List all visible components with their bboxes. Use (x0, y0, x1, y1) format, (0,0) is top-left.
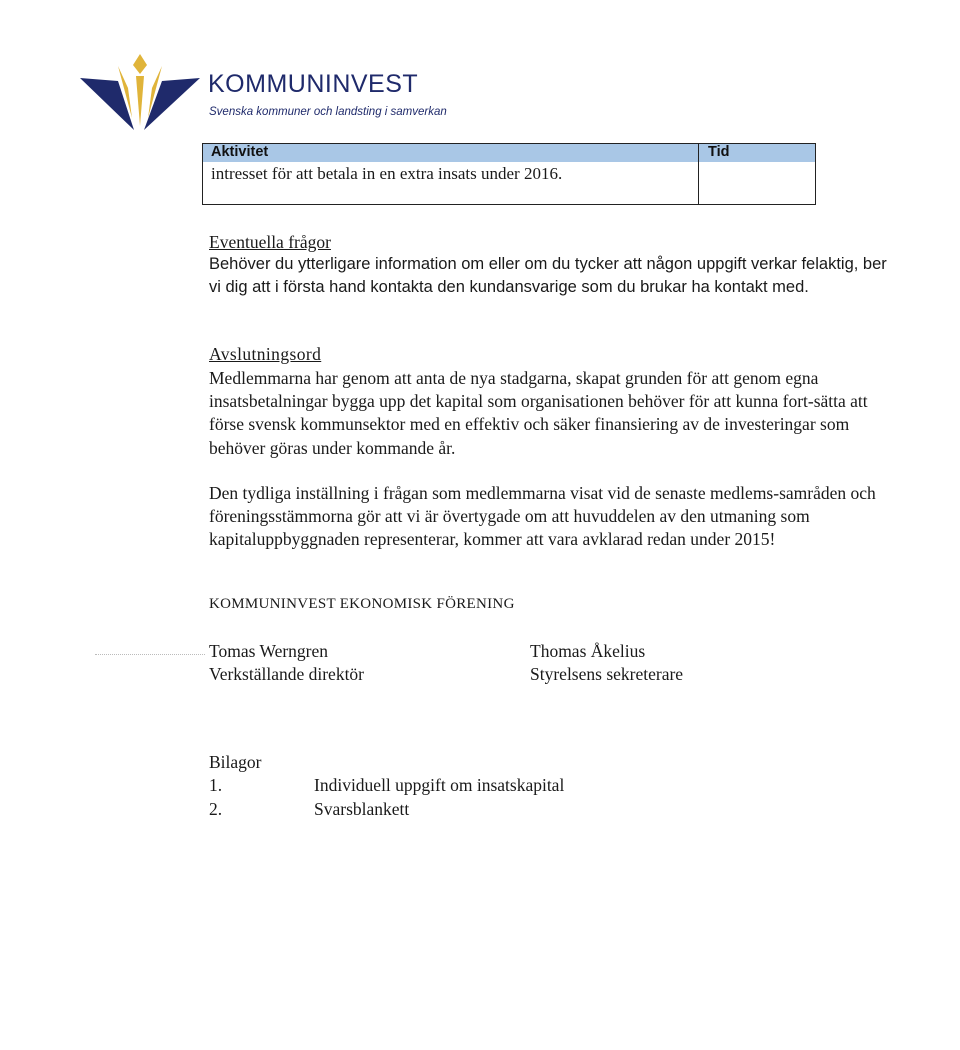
attachment-label: Individuell uppgift om insatskapital (314, 775, 565, 795)
attachment-number: 1. (209, 775, 223, 795)
attachments-title: Bilagor (209, 752, 262, 772)
org-name-logo: KOMMUNINVEST (208, 70, 419, 98)
closing-paragraph-1: Medlemmarna har genom att anta de nya stadgarna, skapat grunden för att genom egna insatsbetalningar bygga upp det kapital som organisationen behöver för att kunna fort-sätta att förse svensk kommunsektor med en effektiv och säker finansiering av de investeringar som behöver göras under kommande år. (209, 368, 868, 458)
signatory-left-name: Tomas Werngren (209, 641, 329, 661)
signature-organization: KOMMUNINVEST EKONOMISK FÖRENING (209, 596, 515, 612)
activity-table-header (203, 144, 815, 162)
attachment-item (209, 799, 409, 820)
signatory-left-title: Verkställande direktör (209, 664, 365, 684)
column-header-time: Tid (708, 144, 730, 160)
questions-body: Behöver du ytterligare information om eller om du tycker att någon uppgift verkar felaktig, ber vi dig att i första hand kontakta den kundansvarige som du brukar ha kontakt med. (209, 255, 887, 297)
org-tagline: Svenska kommuner och landsting i samverkan (209, 106, 447, 118)
column-header-activity: Aktivitet (211, 144, 269, 160)
closing-paragraph-2: Den tydliga inställning i frågan som medlemmarna visat vid de senaste medlems-samråden och föreningsstämmorna gör att vi är övertygade om att huvuddelen av den utmaning som kapitaluppbyggnaden representerar, kommer att vara avklarad redan under 2015! (209, 483, 876, 550)
activity-cell: intresset för att betala in en extra insats under 2016. (211, 164, 563, 183)
attachment-item (209, 775, 564, 796)
signatory-left (209, 640, 364, 686)
kommuninvest-logo (78, 48, 202, 130)
questions-heading: Eventuella frågor (209, 232, 331, 252)
attachment-number: 2. (209, 799, 223, 819)
signatory-right-name: Thomas Åkelius (530, 641, 646, 661)
signatory-right (530, 640, 683, 686)
decorative-dotted-line (95, 654, 205, 655)
signatory-right-title: Styrelsens sekreterare (530, 664, 684, 684)
attachment-label: Svarsblankett (314, 799, 410, 819)
activity-table (202, 143, 816, 205)
closing-heading: Avslutningsord (209, 344, 322, 364)
table-column-divider (698, 144, 699, 204)
